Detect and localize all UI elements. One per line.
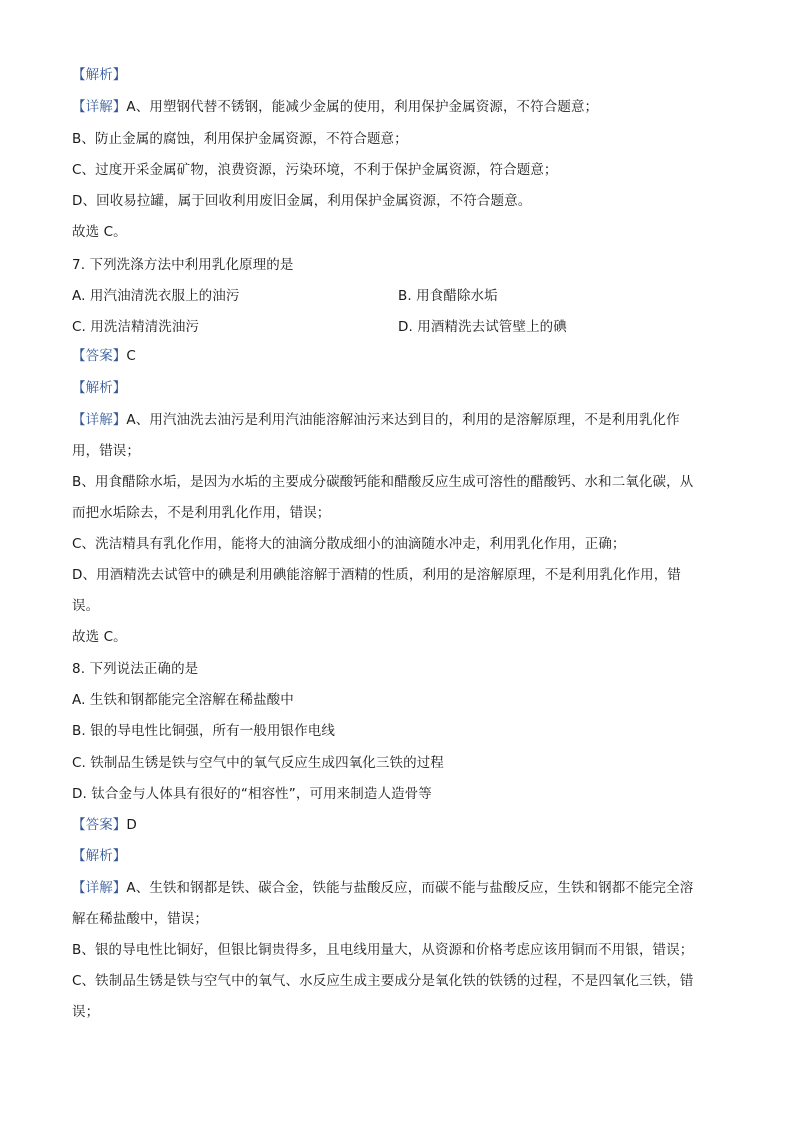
answer-value: C bbox=[126, 348, 136, 364]
detail-text: A、用塑钢代替不锈钢，能减少金属的使用，利用保护金属资源，不符合题意； bbox=[126, 99, 599, 115]
analysis-tag: 【解析】 bbox=[72, 848, 127, 864]
question-7-option-c: C. 用洗洁精清洗油污 bbox=[72, 319, 200, 335]
detail-line: 误。 bbox=[72, 598, 100, 614]
question-7-option-b: B. 用食醋除水垢 bbox=[398, 288, 498, 304]
question-7-stem: 7. 下列洗涤方法中利用乳化原理的是 bbox=[72, 257, 294, 273]
analysis-tag: 【解析】 bbox=[72, 380, 127, 396]
detail-line bbox=[72, 411, 680, 429]
detail-line: 用，错误； bbox=[72, 443, 140, 459]
analysis-tag: 【解析】 bbox=[72, 67, 127, 83]
detail-line: B、用食醋除水垢，是因为水垢的主要成分碳酸钙能和醋酸反应生成可溶性的醋酸钙、水和二氧化碳，从 bbox=[72, 474, 694, 490]
question-8-stem: 8. 下列说法正确的是 bbox=[72, 661, 199, 677]
analysis-heading bbox=[72, 66, 126, 84]
question-8-option-c: C. 铁制品生锈是铁与空气中的氧气反应生成四氧化三铁的过程 bbox=[72, 755, 444, 771]
detail-line: 解在稀盐酸中，错误； bbox=[72, 911, 208, 927]
question-7-answer bbox=[72, 347, 136, 365]
answer-tag: 【答案】 bbox=[72, 817, 127, 833]
detail-line: B、银的导电性比铜好，但银比铜贵得多，且电线用量大，从资源和价格考虑应该用铜而不用银，错误； bbox=[72, 942, 694, 958]
detail-line: C、洗洁精具有乳化作用，能将大的油滴分散成细小的油滴随水冲走，利用乳化作用，正确； bbox=[72, 536, 626, 552]
detail-line bbox=[72, 879, 693, 897]
conclusion: 故选 C。 bbox=[72, 224, 127, 240]
question-7-option-a: A. 用汽油清洗衣服上的油污 bbox=[72, 288, 240, 304]
detail-tag: 【详解】 bbox=[72, 412, 127, 428]
analysis-heading bbox=[72, 847, 126, 865]
analysis-heading bbox=[72, 379, 126, 397]
conclusion: 故选 C。 bbox=[72, 629, 127, 645]
detail-tag: 【详解】 bbox=[72, 99, 127, 115]
detail-line: C、铁制品生锈是铁与空气中的氧气、水反应生成主要成分是氧化铁的铁锈的过程，不是四氧化三铁，错 bbox=[72, 973, 694, 989]
question-8-answer bbox=[72, 816, 137, 834]
question-8-option-b: B. 银的导电性比铜强，所有一般用银作电线 bbox=[72, 723, 335, 739]
detail-line bbox=[72, 98, 598, 116]
detail-line-d: D、回收易拉罐，属于回收利用废旧金属，利用保护金属资源，不符合题意。 bbox=[72, 193, 532, 209]
detail-line-c: C、过度开采金属矿物，浪费资源，污染环境，不利于保护金属资源，符合题意； bbox=[72, 162, 558, 178]
question-8-option-a: A. 生铁和钢都能完全溶解在稀盐酸中 bbox=[72, 692, 294, 708]
detail-line: 误； bbox=[72, 1004, 100, 1020]
detail-text: A、用汽油洗去油污是利用汽油能溶解油污来达到目的，利用的是溶解原理，不是利用乳化作 bbox=[126, 412, 680, 428]
detail-line-b: B、防止金属的腐蚀，利用保护金属资源，不符合题意； bbox=[72, 131, 408, 147]
detail-text: A、生铁和钢都是铁、碳合金，铁能与盐酸反应，而碳不能与盐酸反应，生铁和钢都不能完全溶 bbox=[126, 880, 694, 896]
answer-value: D bbox=[126, 817, 137, 833]
answer-tag: 【答案】 bbox=[72, 348, 127, 364]
question-7-option-d: D. 用酒精洗去试管壁上的碘 bbox=[398, 319, 567, 335]
detail-line: 而把水垢除去，不是利用乳化作用，错误； bbox=[72, 505, 331, 521]
question-8-option-d: D. 钛合金与人体具有很好的“相容性”，可用来制造人造骨等 bbox=[72, 786, 432, 802]
detail-tag: 【详解】 bbox=[72, 880, 127, 896]
detail-line: D、用酒精洗去试管中的碘是利用碘能溶解于酒精的性质，利用的是溶解原理，不是利用乳化作用，错 bbox=[72, 567, 681, 583]
